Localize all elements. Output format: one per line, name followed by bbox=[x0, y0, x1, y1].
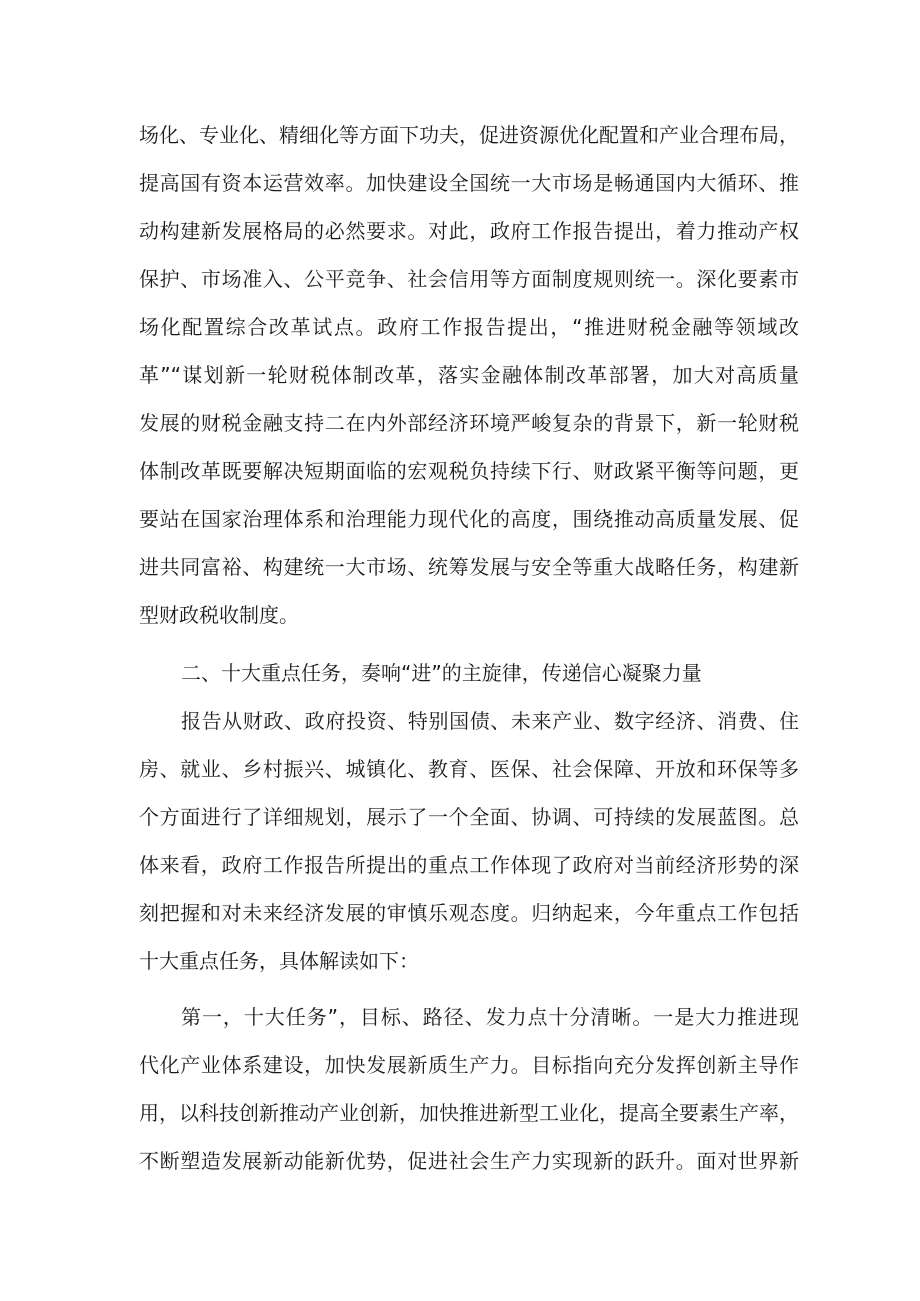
body-line: 不断塑造发展新动能新优势，促进社会生产力实现新的跃升。面对世界新 bbox=[139, 1149, 799, 1173]
body-line: 代化产业体系建设，加快发展新质生产力。目标指向充分发挥创新主导作 bbox=[139, 1053, 799, 1077]
body-line: 要站在国家治理体系和治理能力现代化的高度，围绕推动高质量发展、促 bbox=[139, 507, 799, 531]
body-line: 型财政税收制度。 bbox=[139, 603, 299, 627]
body-line: 体制改革既要解决短期面临的宏观税负持续下行、财政紧平衡等问题，更 bbox=[139, 459, 799, 483]
body-line: 十大重点任务，具体解读如下： bbox=[139, 949, 419, 973]
body-line: 体来看，政府工作报告所提出的重点工作体现了政府对当前经济形势的深 bbox=[139, 853, 799, 877]
body-line: 第一，十大任务”，目标、路径、发力点十分清晰。一是大力推进现 bbox=[181, 1005, 799, 1029]
body-line: 刻把握和对未来经济发展的审慎乐观态度。归纳起来，今年重点工作包括 bbox=[139, 901, 799, 925]
body-line: 动构建新发展格局的必然要求。对此，政府工作报告提出，着力推动产权 bbox=[139, 219, 799, 243]
body-line: 保护、市场准入、公平竞争、社会信用等方面制度规则统一。深化要素市 bbox=[139, 267, 799, 291]
body-line: 革”“谋划新一轮财税体制改革，落实金融体制改革部署，加大对高质量 bbox=[139, 363, 799, 387]
body-line: 用，以科技创新推动产业创新，加快推进新型工业化，提高全要素生产率， bbox=[139, 1101, 799, 1125]
body-line: 场化、专业化、精细化等方面下功夫，促进资源优化配置和产业合理布局， bbox=[139, 123, 799, 147]
body-line: 进共同富裕、构建统一大市场、统筹发展与安全等重大战略任务，构建新 bbox=[139, 555, 799, 579]
body-line: 报告从财政、政府投资、特别国债、未来产业、数字经济、消费、住 bbox=[181, 709, 799, 733]
body-line: 个方面进行了详细规划，展示了一个全面、协调、可持续的发展蓝图。总 bbox=[139, 805, 799, 829]
body-line: 发展的财税金融支持二在内外部经济环境严峻复杂的背景下，新一轮财税 bbox=[139, 411, 799, 435]
body-line: 房、就业、乡村振兴、城镇化、教育、医保、社会保障、开放和环保等多 bbox=[139, 757, 799, 781]
section-heading: 二、十大重点任务，奏响“进”的主旋律，传递信心凝聚力量 bbox=[181, 661, 702, 685]
body-line: 提高国有资本运营效率。加快建设全国统一大市场是畅通国内大循环、推 bbox=[139, 171, 799, 195]
body-line: 场化配置综合改革试点。政府工作报告提出，“推进财税金融等领域改 bbox=[139, 315, 799, 339]
